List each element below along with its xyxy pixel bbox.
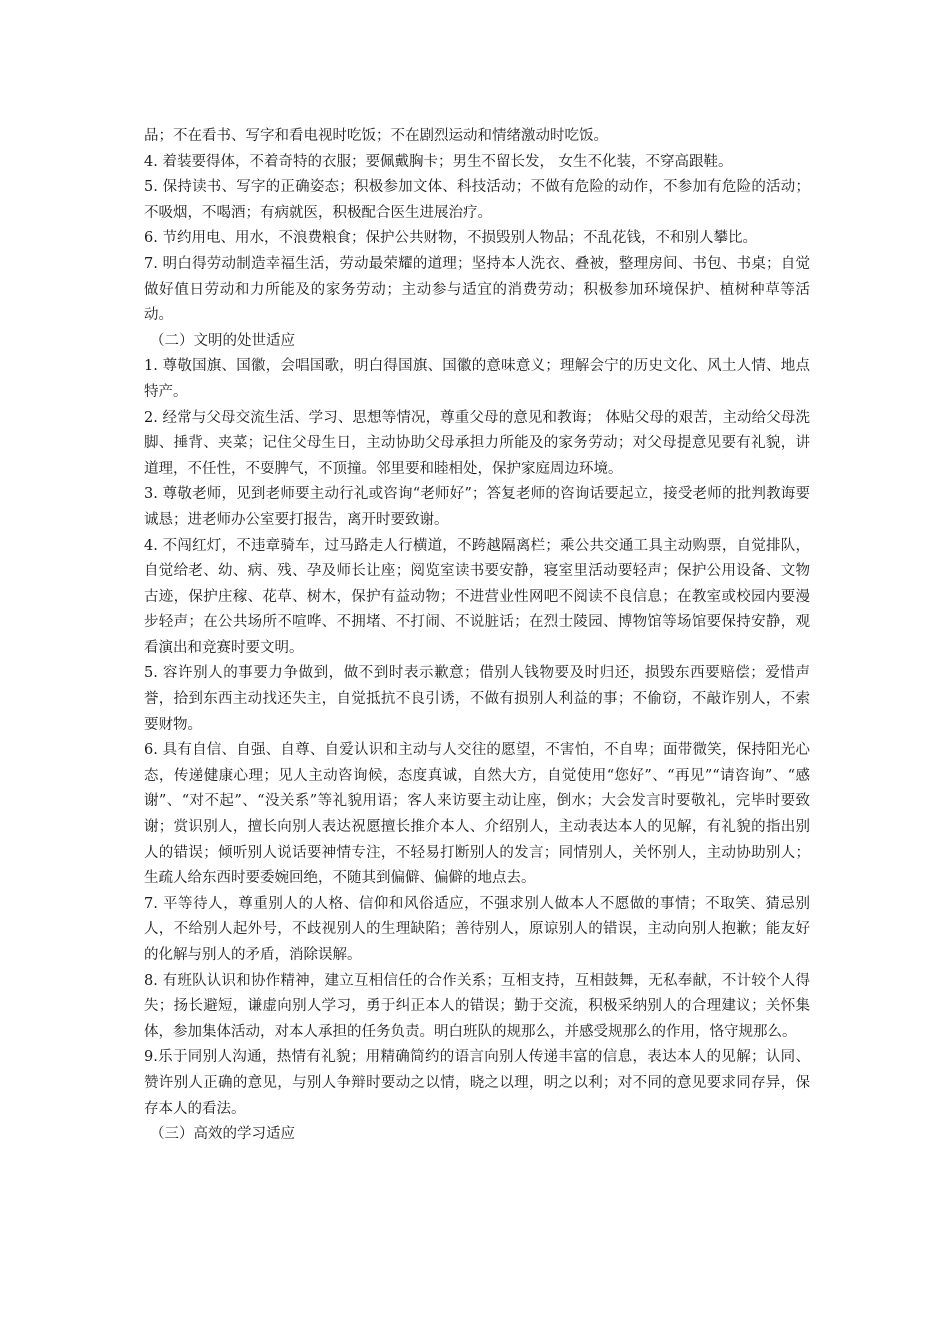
paragraph-item-4-public: 4. 不闯红灯，不违章骑车，过马路走人行横道，不跨越隔离栏；乘公共交通工具主动购票，自觉排队，自觉给老、幼、病、残、孕及师长让座；阅览室读书要安静，寝室里活动要轻声；保护公用设备、文物古迹，保护庄稼、花草、树木，保护有益动物；不进营业性网吧不阅读不良信息；在教室或校园内要漫步轻声；在公共场所不喧哗、不拥堵、不打闹、不说脏话；在烈士陵园、博物馆等场馆要保持安静，观看演出和竞赛时要文明。 — [144, 537, 810, 656]
document-body — [144, 124, 810, 1148]
paragraph-item-5-posture: 5. 保持读书、写字的正确姿态；积极参加文体、科技活动；不做有危险的动作，不参加有危险的活动；不吸烟，不喝酒；有病就医，积极配合医生进展治疗。 — [144, 179, 810, 221]
paragraph-item-9-communication: 9.乐于同别人沟通，热情有礼貌；用精确简约的语言向别人传递丰富的信息，表达本人的见解；认同、赞许别人正确的意见，与别人争辩时要动之以情，晓之以理，明之以利；对不同的意见要求同存异，保存本人的看法。 — [144, 1049, 810, 1117]
section-heading-3: （三）高效的学习适应 — [150, 1126, 295, 1143]
paragraph-item-3-teachers: 3. 尊敬老师，见到老师要主动行礼或咨询“老师好”；答复老师的咨询话要起立，接受老师的批判教诲要诚恳；进老师办公室要打报告，离开时要致谢。 — [144, 486, 810, 528]
paragraph-item-6-saving: 6. 节约用电、用水，不浪费粮食；保护公共财物，不损毁别人物品；不乱花钱，不和别人攀比。 — [144, 230, 757, 247]
paragraph-item-2-parents: 2. 经常与父母交流生活、学习、思想等情况，尊重父母的意见和教诲； 体贴父母的艰苦，主动给父母洗脚、捶背、夹菜；记住父母生日，主动协助父母承担力所能及的家务劳动；对父母提意见要有礼貌，讲道理，不任性，不耍脾气，不顶撞。邻里要和睦相处，保护家庭周边环境。 — [144, 409, 810, 477]
section-heading-2: （二）文明的处世适应 — [150, 332, 295, 349]
paragraph-item-7-equality: 7. 平等待人，尊重别人的人格、信仰和风俗适应，不强求别人做本人不愿做的事情；不取笑、猜忌别人，不给别人起外号，不歧视别人的生理缺陷；善待别人，原谅别人的错误，主动向别人抱歉；能友好的化解与别人的矛盾，消除误解。 — [144, 895, 810, 963]
paragraph-item-1-flag: 1. 尊敬国旗、国徽，会唱国歌，明白得国旗、国徽的意味意义；理解会宁的历史文化、风土人情、地点特产。 — [144, 358, 810, 400]
paragraph-item-4-dress: 4. 着装要得体，不着奇特的衣服；要佩戴胸卡；男生不留长发， 女生不化装，不穿高跟鞋。 — [144, 153, 733, 170]
paragraph-item-5-promises: 5. 容许别人的事要力争做到，做不到时表示歉意；借别人钱物要及时归还，损毁东西要赔偿；爱惜声誉，拾到东西主动找还失主，自觉抵抗不良引诱，不做有损别人利益的事；不偷窃，不敲诈别人，不索要财物。 — [144, 665, 810, 733]
paragraph-diet-continued: 品；不在看书、写字和看电视时吃饭；不在剧烈运动和情绪激动时吃饭。 — [144, 128, 608, 144]
paragraph-item-8-teamwork: 8. 有班队认识和协作精神，建立互相信任的合作关系；互相支持，互相鼓舞，无私奉献，不计较个人得失；扬长避短，谦虚向别人学习，勇于纠正本人的错误；勤于交流，积极采纳别人的合理建议；关怀集体，参加集体活动，对本人承担的任务负责。明白班队的规那么，并感受规那么的作用，恪守规那么。 — [144, 972, 810, 1040]
paragraph-item-7-labor: 7. 明白得劳动制造幸福生活，劳动最荣耀的道理；坚持本人洗衣、叠被，整理房间、书包、书桌；自觉做好值日劳动和力所能及的家务劳动；主动参与适宜的消费劳动；积极参加环境保护、植树种草等活动。 — [144, 255, 810, 324]
paragraph-item-6-confidence: 6. 具有自信、自强、自尊、自爱认识和主动与人交往的愿望，不害怕，不自卑；面带微笑，保持阳光心态，传递健康心理；见人主动咨询候，态度真诚，自然大方，自觉使用“您好”、“再见”“请咨询”、“感谢”、“对不起”、“没关系”等礼貌用语；客人来访要主动让座，倒水；大会发言时要敬礼，完毕时要致谢；赏识别人，擅长向别人表达祝愿擅长推介本人、介绍别人，主动表达本人的见解，有礼貌的指出别人的错误；倾听别人说话要神情专注，不轻易打断别人的发言；同情别人，关怀别人，主动协助别人；生疏人给东西时要委婉回绝，不随其到偏僻、偏僻的地点去。 — [144, 742, 810, 887]
